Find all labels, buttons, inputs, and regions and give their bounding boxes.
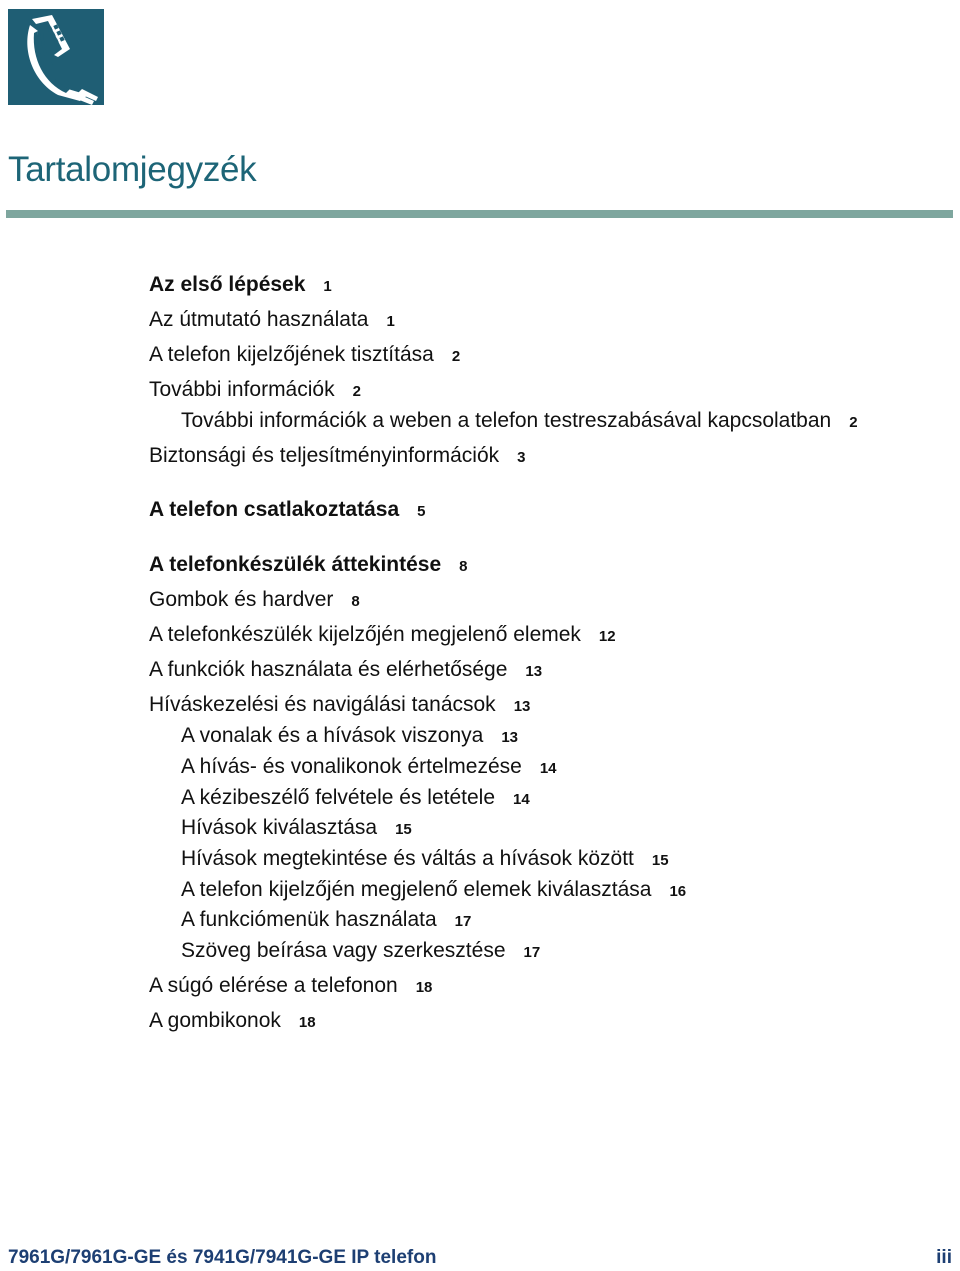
toc-chapter-entry[interactable] — [149, 497, 426, 525]
toc-page-number: 16 — [669, 883, 687, 900]
toc-entry[interactable] — [181, 723, 518, 751]
toc-entry-title: Gombok és hardver — [149, 588, 334, 611]
toc-page-number: 2 — [451, 348, 461, 365]
toc-entry-title: A funkciómenük használata — [181, 908, 437, 931]
toc-entry-title: Biztonsági és teljesítményinformációk — [149, 444, 500, 467]
toc-chapter-entry[interactable] — [149, 272, 332, 300]
toc-entry[interactable] — [149, 342, 460, 370]
toc-page-number: 14 — [513, 791, 530, 808]
toc-entry-title: Híváskezelési és navigálási tanácsok — [149, 693, 496, 716]
toc-entry[interactable] — [149, 443, 526, 471]
toc-page-number: 15 — [651, 852, 669, 869]
toc-entry[interactable] — [149, 622, 616, 650]
toc-entry-title: A telefonkészülék kijelzőjén megjelenő elemek — [149, 623, 581, 646]
page-title: Tartalomjegyzék — [8, 150, 257, 189]
toc-page-number: 15 — [395, 821, 412, 838]
toc-page-number: 13 — [513, 698, 531, 715]
toc-entry-title: További információk a weben a telefon testreszabásával kapcsolatban — [181, 409, 832, 432]
toc-entry-title: A telefonkészülék áttekintése — [149, 553, 442, 576]
toc-entry[interactable] — [181, 877, 686, 905]
toc-entry[interactable] — [181, 846, 669, 874]
toc-entry[interactable] — [149, 377, 361, 405]
toc-page-number: 13 — [525, 663, 543, 680]
toc-entry-title: A kézibeszélő felvétele és letétele — [181, 786, 496, 809]
toc-entry[interactable] — [181, 408, 858, 436]
toc-page-number: 17 — [523, 944, 541, 961]
toc-page-number: 3 — [517, 449, 526, 466]
toc-chapter-entry[interactable] — [149, 552, 468, 580]
toc-entry-title: A funkciók használata és elérhetősége — [149, 658, 508, 681]
toc-entry[interactable] — [149, 692, 530, 720]
toc-page-number: 17 — [454, 913, 472, 930]
toc-page-number: 5 — [417, 503, 426, 520]
toc-entry-title: További információk — [149, 378, 335, 401]
toc-entry[interactable] — [149, 587, 360, 615]
toc-entry-title: A telefon csatlakoztatása — [149, 498, 400, 521]
footer-document-title: 7961G/7961G-GE és 7941G/7941G-GE IP telefon — [8, 1247, 437, 1268]
toc-entry[interactable] — [181, 815, 412, 843]
toc-entry-title: A vonalak és a hívások viszonya — [181, 724, 484, 747]
toc-entry-title: Hívások kiválasztása — [181, 816, 378, 839]
toc-page-number: 1 — [386, 313, 395, 330]
toc-entry-title: Az útmutató használata — [149, 308, 369, 331]
toc-entry[interactable] — [181, 938, 540, 966]
toc-entry-title: Hívások megtekintése és váltás a hívások között — [181, 847, 634, 870]
toc-entry[interactable] — [181, 907, 471, 935]
toc-entry-title: Az első lépések — [149, 273, 306, 296]
toc-entry[interactable] — [181, 754, 557, 782]
toc-entry[interactable] — [149, 307, 395, 335]
toc-entry[interactable] — [149, 973, 432, 1001]
toc-entry-title: A hívás- és vonalikonok értelmezése — [181, 755, 522, 778]
toc-entry-title: A súgó elérése a telefonon — [149, 974, 398, 997]
toc-page-number: 1 — [323, 278, 332, 295]
footer-page-number: iii — [936, 1247, 952, 1268]
toc-page-number: 8 — [459, 558, 468, 575]
toc-entry[interactable] — [181, 785, 530, 813]
toc-page-number: 12 — [598, 628, 616, 645]
toc-entry-title: Szöveg beírása vagy szerkesztése — [181, 939, 506, 962]
toc-page-number: 18 — [298, 1014, 316, 1031]
toc-entry-title: A telefon kijelzőjén megjelenő elemek kiválasztása — [181, 878, 652, 901]
toc-page-number: 13 — [501, 729, 519, 746]
toc-page-number: 8 — [351, 593, 360, 610]
toc-page-number: 2 — [352, 383, 361, 400]
toc-entry-title: A gombikonok — [149, 1009, 281, 1032]
toc-page-number: 14 — [539, 760, 557, 777]
toc-entry[interactable] — [149, 1008, 316, 1036]
toc-page-number: 2 — [849, 414, 858, 431]
toc-page-number: 18 — [415, 979, 433, 996]
toc-entry[interactable] — [149, 657, 542, 685]
toc-entry-title: A telefon kijelzőjének tisztítása — [149, 343, 434, 366]
